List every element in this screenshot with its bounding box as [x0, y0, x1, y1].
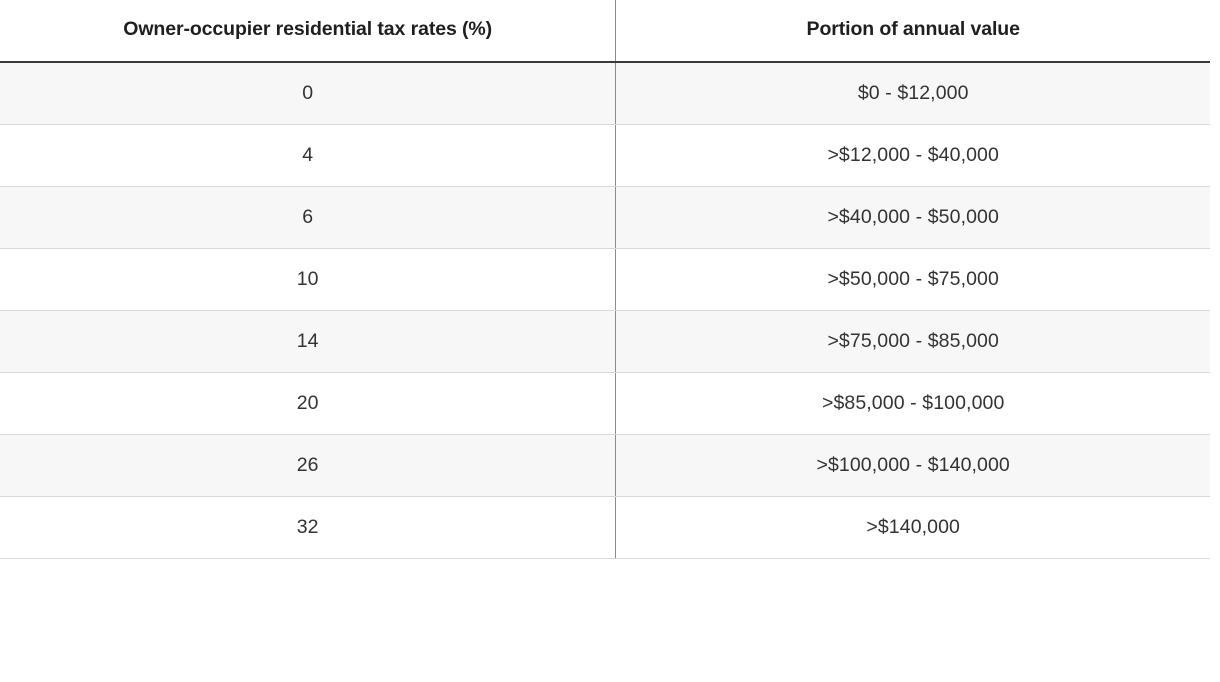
cell-annual-value: >$12,000 - $40,000	[616, 125, 1210, 187]
cell-annual-value: >$40,000 - $50,000	[616, 187, 1210, 249]
cell-annual-value: $0 - $12,000	[616, 62, 1210, 125]
table-header-row	[0, 0, 1210, 62]
table-row	[0, 62, 1210, 125]
cell-annual-value: >$50,000 - $75,000	[616, 249, 1210, 311]
cell-annual-value: >$140,000	[616, 497, 1210, 559]
table-row	[0, 373, 1210, 435]
cell-tax-rate: 4	[0, 125, 616, 187]
column-header-annual-value: Portion of annual value	[616, 0, 1210, 62]
table-row	[0, 311, 1210, 373]
column-header-tax-rate: Owner-occupier residential tax rates (%)	[0, 0, 616, 62]
cell-annual-value: >$85,000 - $100,000	[616, 373, 1210, 435]
cell-tax-rate: 14	[0, 311, 616, 373]
table-header	[0, 0, 1210, 62]
table-row	[0, 435, 1210, 497]
table-row	[0, 187, 1210, 249]
cell-tax-rate: 32	[0, 497, 616, 559]
table-body	[0, 62, 1210, 559]
cell-tax-rate: 6	[0, 187, 616, 249]
table-row	[0, 497, 1210, 559]
table-row	[0, 125, 1210, 187]
cell-tax-rate: 26	[0, 435, 616, 497]
cell-tax-rate: 0	[0, 62, 616, 125]
cell-tax-rate: 20	[0, 373, 616, 435]
cell-annual-value: >$75,000 - $85,000	[616, 311, 1210, 373]
cell-annual-value: >$100,000 - $140,000	[616, 435, 1210, 497]
cell-tax-rate: 10	[0, 249, 616, 311]
table-row	[0, 249, 1210, 311]
